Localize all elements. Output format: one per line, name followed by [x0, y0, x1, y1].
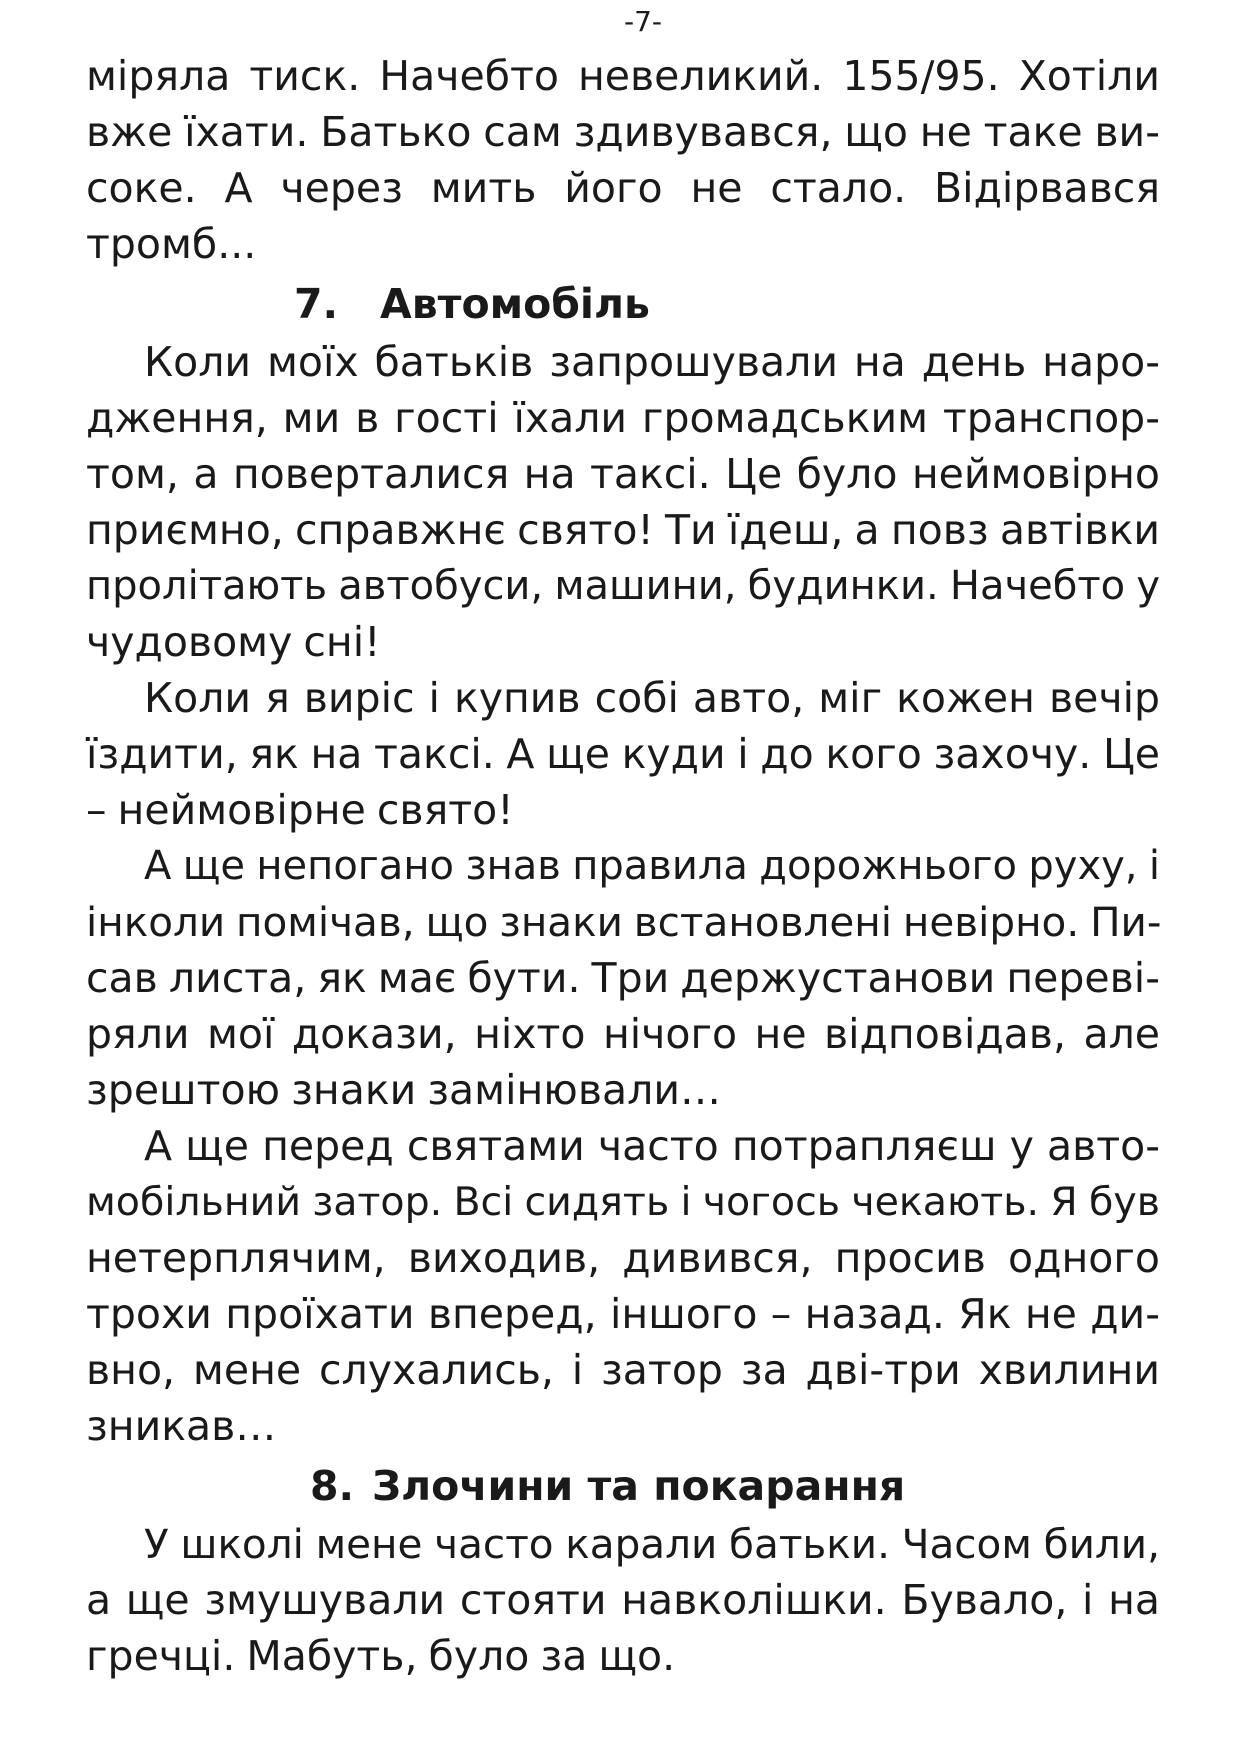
paragraph: [86, 334, 1160, 670]
text-line: нетерплячим, виходив, дивився, просив одного: [86, 1234, 1160, 1282]
text-line: ряли мої докази, ніхто нічого не відповідав, але: [86, 1010, 1160, 1058]
document-page: [86, 0, 1160, 1684]
section-number: 7.: [294, 280, 339, 328]
paragraph: [86, 838, 1160, 1118]
text-line: тромб...: [86, 220, 257, 268]
text-line: Коли я виріс і купив собі авто, міг кожен вечір: [144, 674, 1160, 722]
text-line: А ще перед святами часто потрапляєш у авто-: [144, 1122, 1160, 1170]
section-heading-7: [86, 274, 1160, 334]
text-line: мобільний затор. Всі сидять і чогось чекають. Я був: [86, 1179, 1160, 1225]
text-line: А ще непогано знав правила дорожнього руху, і: [144, 843, 1160, 889]
page-number: -7-: [623, 5, 663, 38]
text-line: їздити, як на таксі. А ще куди і до кого захочу. Це: [86, 730, 1160, 778]
text-line: інколи помічав, що знаки встановлені невірно. Пи-: [86, 898, 1162, 946]
text-line: соке. А через мить його не стало. Відірвався: [86, 164, 1160, 212]
paragraph: [86, 1118, 1160, 1454]
text-line: міряла тиск. Начебто невеликий. 155/95. Хотіли: [86, 52, 1160, 100]
text-line: том, а поверталися на таксі. Це було неймовірно: [86, 450, 1160, 498]
text-line: а ще змушували стояти навколішки. Бувало, і на: [86, 1576, 1160, 1624]
text-line: Коли моїх батьків запрошували на день наро-: [144, 338, 1160, 386]
section-title: Злочини та покарання: [372, 1462, 906, 1510]
text-line: – неймовірне свято!: [86, 786, 514, 834]
text-line: чудовому сні!: [86, 618, 381, 666]
section-number: 8.: [310, 1462, 355, 1510]
text-line: гречці. Мабуть, було за що.: [86, 1632, 676, 1680]
text-line: вно, мене слухались, і затор за дві-три хвилини: [86, 1346, 1160, 1394]
section-title: Автомобіль: [380, 280, 650, 328]
text-line: У школі мене часто карали батьки. Часом били,: [144, 1520, 1160, 1568]
text-line: дження, ми в гості їхали громадським транспор-: [86, 394, 1160, 442]
intro-paragraph: [86, 48, 1160, 272]
text-line: пролітають автобуси, машини, будинки. Начебто у: [86, 563, 1160, 609]
text-line: зрештою знаки замінювали…: [86, 1066, 721, 1114]
paragraph: [86, 1516, 1160, 1684]
text-line: вже їхати. Батько сам здивувався, що не таке ви-: [86, 108, 1160, 156]
paragraph: [86, 670, 1160, 838]
text-line: сав листа, як має бути. Три держустанови переві-: [86, 954, 1160, 1002]
text-line: приємно, справжнє свято! Ти їдеш, а повз автівки: [86, 506, 1160, 554]
text-line: трохи проїхати вперед, іншого – назад. Як не ди-: [86, 1290, 1160, 1338]
section-heading-8: [86, 1456, 1160, 1516]
text-line: зникав…: [86, 1402, 277, 1450]
